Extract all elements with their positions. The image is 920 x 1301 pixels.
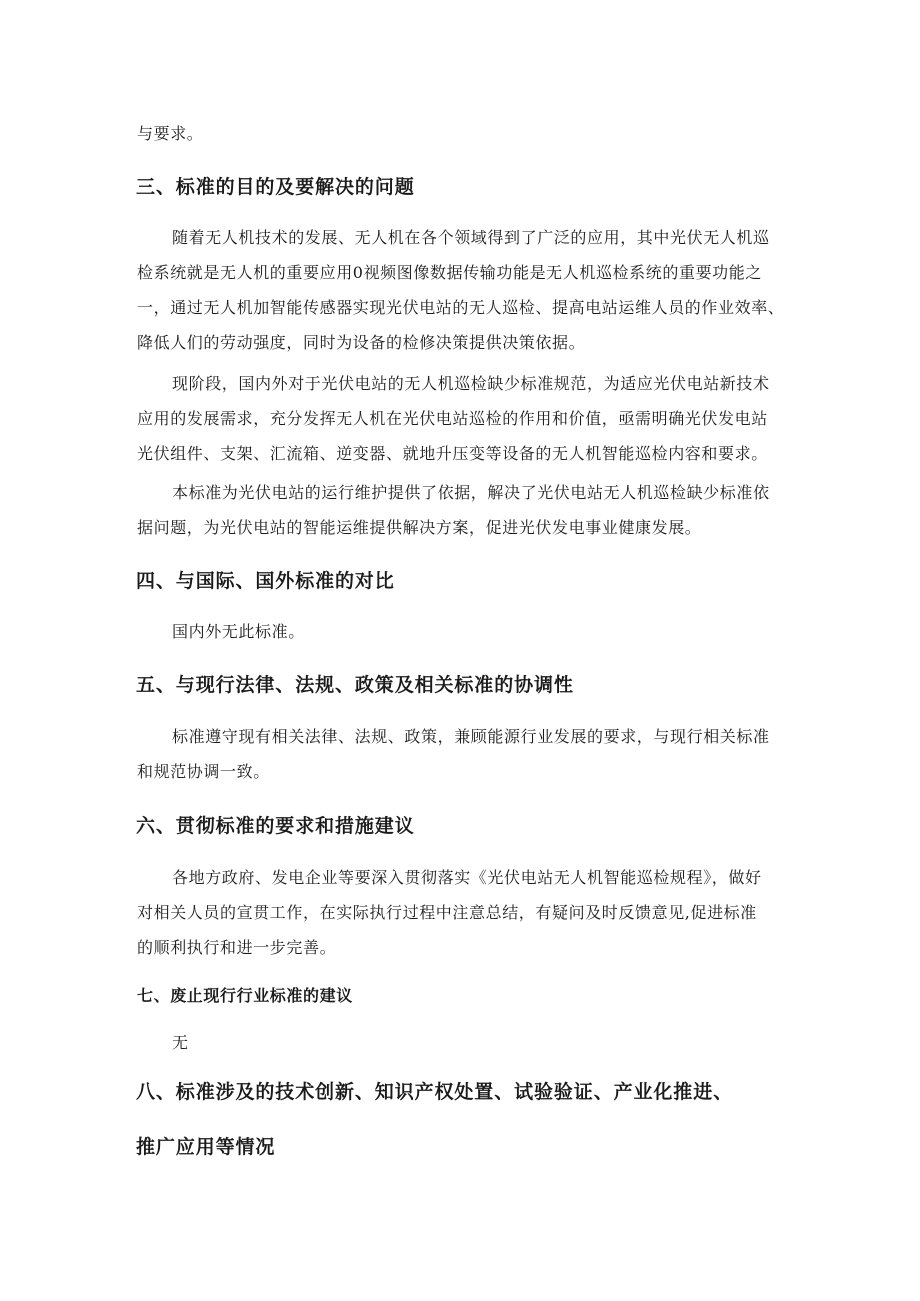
section-3-paragraph-3-cont — [137, 510, 803, 545]
section-heading-3: 三、标准的目的及要解决的问题 — [136, 176, 415, 198]
paragraph-line: 随着无人机技术的发展、无人机在各个领域得到了广泛的应用，其中光伏无人机巡 — [172, 228, 770, 247]
section-6-paragraph-1 — [172, 860, 803, 895]
paragraph-line: 应用的发展需求，充分发挥无人机在光伏电站巡检的作用和价值，亟需明确光伏发电站 — [137, 409, 768, 428]
paragraph-line: 光伏组件、支架、汇流箱、逆变器、就地升压变等设备的无人机智能巡检内容和要求。 — [137, 444, 768, 463]
section-7-paragraph-1 — [172, 1025, 803, 1060]
section-heading-6: 六、贯彻标准的要求和措施建议 — [136, 815, 415, 837]
paragraph-line: 降低人们的劳动强度，同时为设备的检修决策提供决策依据。 — [137, 333, 586, 352]
section-3-paragraph-1-cont — [137, 255, 803, 360]
paragraph-line: 检系统就是无人机的重要应用0视频图像数据传输功能是无人机巡检系统的重要功能之 — [137, 263, 762, 282]
section-6-paragraph-1-cont — [137, 895, 803, 965]
section-3-paragraph-2 — [172, 366, 803, 401]
paragraph-line: 国内外无此标准。 — [172, 622, 305, 641]
section-heading-4: 四、与国际、国外标准的对比 — [136, 570, 395, 592]
section-heading-5: 五、与现行法律、法规、政策及相关标准的协调性 — [136, 674, 574, 696]
paragraph-line: 和规范协调一致。 — [137, 762, 270, 781]
section-5-paragraph-1 — [172, 719, 803, 754]
section-heading-7: 七、废止现行行业标准的建议 — [137, 986, 353, 1005]
section-5-paragraph-1-cont — [137, 754, 803, 789]
paragraph-line: 标准遵守现有相关法律、法规、政策，兼顾能源行业发展的要求，与现行相关标准 — [172, 727, 770, 746]
paragraph-line: 据问题，为光伏电站的智能运维提供解决方案，促进光伏发电事业健康发展。 — [137, 518, 702, 537]
section-3-paragraph-1 — [172, 220, 803, 255]
section-heading-8-line-1: 八、标准涉及的技术创新、知识产权处置、试验验证、产业化推进、 — [136, 1081, 734, 1103]
paragraph-line: 对相关人员的宣贯工作，在实际执行过程中注意总结，有疑问及时反馈意见,促进标准 — [137, 903, 757, 922]
paragraph-line: 本标准为光伏电站的运行维护提供了依据，解决了光伏电站无人机巡检缺少标准依 — [172, 483, 770, 502]
section-4-paragraph-1 — [172, 614, 803, 649]
section-3-paragraph-3 — [172, 475, 803, 510]
section-3-paragraph-2-cont — [137, 401, 803, 471]
paragraph-line: 各地方政府、发电企业等要深入贯彻落实《光伏电站无人机智能巡检规程》，做好 — [172, 868, 762, 887]
paragraph-line: 现阶段，国内外对于光伏电站的无人机巡检缺少标准规范，为适应光伏电站新技术 — [172, 374, 770, 393]
carry-over-text: 与要求。 — [137, 124, 204, 143]
paragraph-line: 无 — [172, 1033, 189, 1052]
section-heading-8-line-2: 推广应用等情况 — [136, 1136, 276, 1158]
paragraph-line: 一，通过无人机加智能传感器实现光伏电站的无人巡检、提高电站运维人员的作业效率、 — [137, 298, 785, 317]
paragraph-line: 的顺利执行和进一步完善。 — [137, 938, 337, 957]
